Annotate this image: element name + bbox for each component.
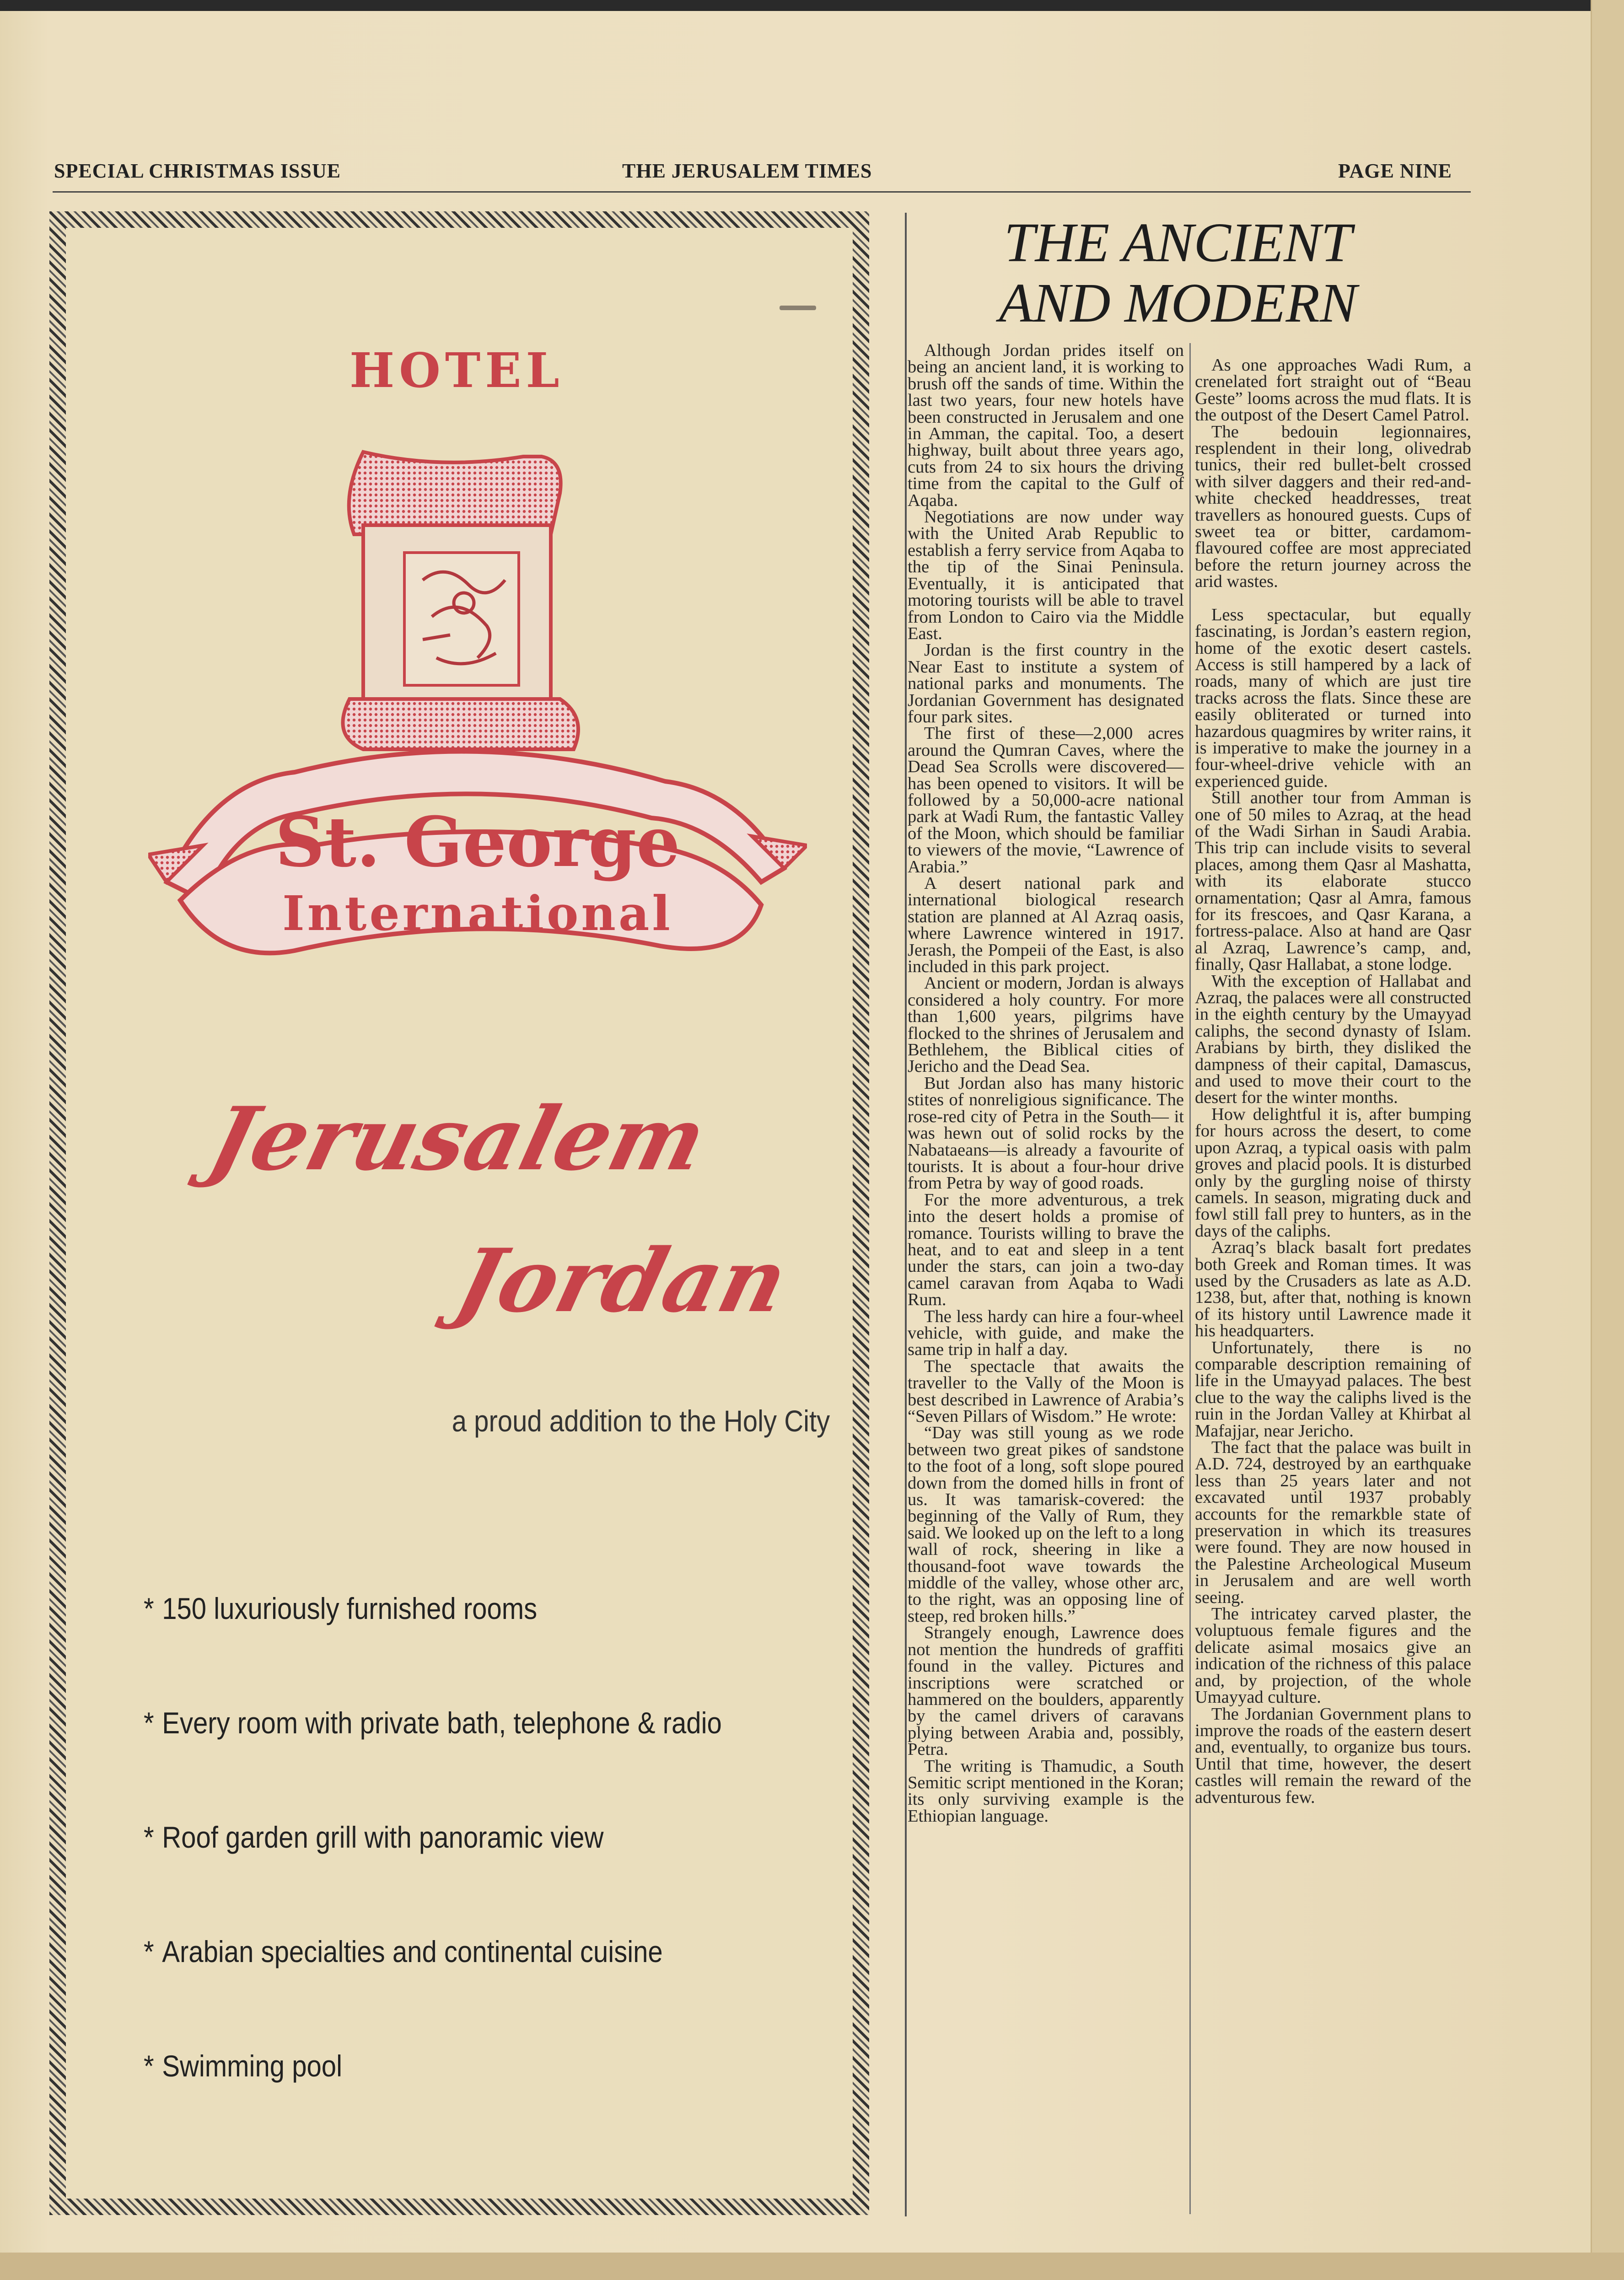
paragraph: The first of these—2,000 acres around the Qumran Caves, where the Dead Sea Scrolls were discovered—has been opened to visitors. It will be followed by a 50,000-acre national park at Wadi Rum, the fantastic Valley of the Moon, which should be familiar to viewers of the movie, “Lawrence of Arabia.” xyxy=(908,724,1184,877)
paragraph: Unfortunately, there is no comparable description remaining of life in the Umayyad palaces. The best clue to the way the caliphs lived is the ruin in the Jordan Valley at Khirbat al Mafajjar, near Jericho. xyxy=(1195,1338,1471,1441)
masthead-rule xyxy=(53,191,1471,193)
scan-top-edge xyxy=(0,0,1624,11)
ad-feature: * 150 luxuriously furnished rooms xyxy=(144,1592,538,1625)
asterisk-icon: * xyxy=(144,1592,154,1625)
logo-name-line1: St. George xyxy=(275,802,680,882)
ad-feature: * Roof garden grill with panoramic view xyxy=(144,1820,604,1854)
paragraph: The less hardy can hire a four-wheel vehicle, with guide, and make the same trip in half a day. xyxy=(908,1307,1184,1360)
paragraph: A desert national park and international biological research station are planned at Al Azraq oasis, where Lawrence wintered in 1917. Jerash, the Pompeii of the East, is also included in this park project. xyxy=(908,874,1184,977)
ad-feature: * Swimming pool xyxy=(144,2049,343,2083)
paragraph: “Day was still young as we rode between two great pikes of sandstone to the foot of a long, soft slope poured down from the domed hills in front of us. It was tamarisk-covered: the beginning of the Vally of Rum, they said. We looked up on the left to a long wall of rock, sheering in like a thousand-foot wave towards the middle of the valley, whose other arc, to the right, was an opposing line of steep, red broken hills.” xyxy=(908,1423,1184,1626)
page-right-edge xyxy=(1591,0,1624,2280)
masthead-issue: SPECIAL CHRISTMAS ISSUE xyxy=(54,160,341,182)
asterisk-icon: * xyxy=(144,1706,154,1740)
hotel-logo-banner xyxy=(148,443,807,1038)
paragraph: Although Jordan prides itself on being an ancient land, it is working to brush off the sands of time. Within the last two years, four new hotels have been constructed in Jerusalem and one in Amman, the capital. Too, a desert highway, built about three years ago, cuts from 24 to six hours the driving time from the capital to the Gulf of Aqaba. xyxy=(908,342,1184,510)
paragraph: The fact that the palace was built in A.D. 724, destroyed by an earthquake less than 25 years later and not excavated until 1937 probably accounts for the remarkble state of preservation in which its treasures were found. They are now housed in the Palestine Archeological Museum in Jerusalem and are well worth seeing. xyxy=(1195,1438,1471,1607)
paragraph: The writing is Thamudic, a South Semitic script mentioned in the Koran; its only surviving example is the Ethiopian language. xyxy=(908,1756,1184,1826)
asterisk-icon: * xyxy=(144,1935,154,1968)
paragraph: But Jordan also has many historic stites of nonreligious significance. The rose-red city of Petra in the South— it was hewn out of solid rocks by the Nabataeans—is already a favourite of tourists. It is about a four-hour drive from Petra by way of good roads. xyxy=(908,1073,1184,1193)
paragraph: The intricatey carved plaster, the voluptuous female figures and the delicate asimal mosaics give an indication of the richness of this palace and, by projection, of the whole Umayyad culture. xyxy=(1195,1604,1471,1707)
ad-country: Jordan xyxy=(446,1230,797,1332)
scroll-top-icon xyxy=(349,452,561,534)
paragraph: How delightful it is, after bumping for hours across the desert, to come upon Azraq, a typical oasis with palm groves and placid pools. It is disturbed only by the gurgling noise of thirsty camels. In season, migrating duck and fowl still fall prey to hunters, as in the days of the caliphs. xyxy=(1195,1104,1471,1241)
asterisk-icon: * xyxy=(144,2049,154,2083)
article-column-divider xyxy=(1189,343,1191,2214)
headline-line-1: THE ANCIENT xyxy=(1004,212,1352,274)
ad-tagline: a proud addition to the Holy City xyxy=(452,1404,830,1438)
paragraph: Ancient or modern, Jordan is always considered a holy country. For more than 1,600 years, pilgrims have flocked to the shrines of Jerusalem and Bethlehem, the Biblical cities of Jericho and the Dead Sea. xyxy=(908,973,1184,1076)
paragraph: Negotiations are now under way with the United Arab Republic to establish a ferry service from Aqaba to the tip of the Sinai Peninsula. Eventually, it is anticipated that motoring tourists will be able to travel from London to Cairo via the Middle East. xyxy=(908,507,1184,643)
headline-line-2: AND MODERN xyxy=(999,272,1357,334)
article-column-2 xyxy=(1195,357,1471,2216)
ad-hotel-label: HOTEL xyxy=(350,342,564,398)
masthead-title: THE JERUSALEM TIMES xyxy=(622,160,872,182)
hotel-advertisement xyxy=(49,211,869,2215)
paragraph: As one approaches Wadi Rum, a crenelated fort straight out of “Beau Geste” looms across the mud flats. It is the outpost of the Desert Camel Patrol. xyxy=(1195,357,1471,425)
logo-name-line2: International xyxy=(282,885,673,941)
page-bottom-edge xyxy=(0,2253,1624,2280)
paragraph: Still another tour from Amman is one of 50 miles to Azraq, at the head of the Wadi Sirhan in Saudi Arabia. This trip can include visits to several places, among them Qasr al Mashatta, with its elaborate stucco ornamentation; Qasr al Amra, famous for its frescoes, and Qasr Karana, a fortress-palace. Also at hand are Qasr al Azraq, Lawrence’s camp, and, finally, Qasr Hallabat, a stone lodge. xyxy=(1195,788,1471,974)
asterisk-icon: * xyxy=(144,1820,154,1854)
article-column-1 xyxy=(908,342,1184,2215)
paragraph: Less spectacular, but equally fascinating, is Jordan’s eastern region, home of the exotic desert castels. Access is still hampered by a lack of roads, many of which are just tire tracks across the flats. Since these are easily obliterated or turned into hazardous quagmires by writer rains, it is imperative to make the journey in a four-wheel-drive vehicle with an experienced guide. xyxy=(1195,605,1471,791)
paragraph: With the exception of Hallabat and Azraq, the palaces were all constructed in the eighth century by the Umayyad caliphs, the second dynasty of Islam. Arabians by birth, they disliked the dampness of their capital, Damascus, and used to move their court to the desert for the winter months. xyxy=(1195,971,1471,1108)
ad-city: Jerusalem xyxy=(199,1088,716,1190)
paragraph: The spectacle that awaits the traveller to the Vally of the Moon is best described in Lawrence of Arabia’s “Seven Pillars of Wisdom.” He wrote: xyxy=(908,1356,1184,1426)
ad-feature: * Arabian specialties and continental cuisine xyxy=(144,1935,663,1968)
paragraph: Strangely enough, Lawrence does not mention the hundreds of graffiti found in the valley. Pictures and inscriptions were scratched or hammered on the boulders, apparently by the camel drivers of caravans plying between Arabia and, possibly, Petra. xyxy=(908,1623,1184,1759)
paragraph: Jordan is the first country in the Near East to institute a system of national parks and monuments. The Jordanian Government has designated four park sites. xyxy=(908,640,1184,726)
paragraph: Azraq’s black basalt fort predates both Greek and Roman times. It was used by the Crusaders as late as A.D. 1238, but, after that, nothing is known of its history until Lawrence made it his headquarters. xyxy=(1195,1238,1471,1341)
ink-smudge xyxy=(780,306,816,310)
paragraph: The Jordanian Government plans to improve the roads of the eastern desert and, eventually, to organize bus tours. Until that time, however, the desert castles will remain the reward of the adventurous few. xyxy=(1195,1704,1471,1807)
column-divider xyxy=(905,213,907,2216)
paragraph: The bedouin legionnaires, resplendent in their long, olivedrab tunics, their red bullet-belt crossed with silver daggers and their red-and-white checked headdresses, treat travellers as honoured guests. Cups of sweet tea or bitter, cardamom-flavoured coffee are most appreciated before the return journey across the arid wastes. xyxy=(1195,422,1471,592)
article-headline xyxy=(984,213,1372,333)
masthead-page-number: PAGE NINE xyxy=(1338,160,1452,182)
paragraph: For the more adventurous, a trek into the desert holds a promise of romance. Tourists willing to brave the heat, and to eat and sleep in a tent under the stars, can join a two-day camel caravan from Aqaba to Wadi Rum. xyxy=(908,1190,1184,1310)
ad-feature: * Every room with private bath, telephone & radio xyxy=(144,1706,722,1740)
